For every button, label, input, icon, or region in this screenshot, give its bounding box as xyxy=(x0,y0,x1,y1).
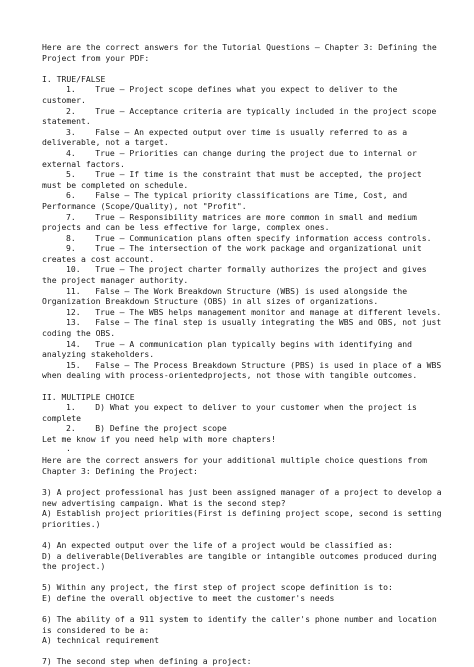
answer-line: the project.) xyxy=(42,561,106,572)
true-false-answer-line: 3. False – An expected output over time is usually referred to as a xyxy=(66,126,408,137)
intro-line: Here are the correct answers for the Tutorial Questions – Chapter 3: Defining the xyxy=(42,42,437,52)
multiple-choice-answer-line: complete xyxy=(42,412,81,423)
intro2-line: Here are the correct answers for your additional multiple choice questions from xyxy=(42,455,427,466)
true-false-answer-line: 9. True – The intersection of the work package and organizational unit xyxy=(66,243,422,254)
separator-dot: · xyxy=(66,444,71,455)
question-line: 4) An expected output over the life of a project would be classified as: xyxy=(42,539,393,550)
blank-line xyxy=(42,476,442,487)
true-false-answer-line: Organization Breakdown Structure (OBS) in all sizes of organizations. xyxy=(42,296,379,307)
true-false-answer-line: projects and can be less effective for large, complex ones. xyxy=(42,222,330,233)
true-false-answer-line: 7. True – Responsibility matrices are more common in small and medium xyxy=(66,211,417,222)
answer-line: D) a deliverable(Deliverables are tangible or intangible outcomes produced during xyxy=(42,550,437,561)
true-false-answer-line: 10. True – The project charter formally authorizes the project and gives xyxy=(66,264,427,275)
closing-line: Let me know if you need help with more chapters! xyxy=(42,433,276,444)
true-false-answer-line: Performance (Scope/Quality), not "Profit". xyxy=(42,200,247,211)
true-false-answer-line: 2. True – Acceptance criteria are typically included in the project scope xyxy=(66,105,437,116)
true-false-answer-line: 8. True – Communication plans often specify information access controls. xyxy=(66,232,432,243)
section-heading-multiple-choice: II. MULTIPLE CHOICE xyxy=(42,391,135,402)
answer-line: A) technical requirement xyxy=(42,635,159,646)
true-false-answer-line: statement. xyxy=(42,116,91,127)
answer-line: priorities.) xyxy=(42,518,101,529)
intro2-line: Chapter 3: Defining the Project: xyxy=(42,465,198,476)
true-false-answer-line: 11. False – The Work Breakdown Structure (WBS) is used alongside the xyxy=(66,285,408,296)
multiple-choice-answer-line: 1. D) What you expect to deliver to your customer when the project is xyxy=(66,402,417,413)
blank-line xyxy=(42,646,442,657)
question-line: new advertising campaign. What is the second step? xyxy=(42,497,286,508)
answer-line: E) define the overall objective to meet the customer's needs xyxy=(42,592,335,603)
true-false-answer-line: the project manager authority. xyxy=(42,275,189,286)
true-false-answer-line: deliverable, not a target. xyxy=(42,137,169,148)
question-line: is considered to be a: xyxy=(42,624,150,635)
question-line: 7) The second step when defining a project: xyxy=(42,656,252,667)
true-false-answer-line: 15. False – The Process Breakdown Structure (PBS) is used in place of a WBS xyxy=(66,359,442,370)
answer-line: A) Establish project priorities(First is defining project scope, second is setting xyxy=(42,508,442,519)
true-false-answer-line: 12. True – The WBS helps management monitor and manage at different levels. xyxy=(66,306,442,317)
true-false-answer-line: must be completed on schedule. xyxy=(42,179,189,190)
blank-line xyxy=(42,63,442,74)
true-false-answer-line: external factors. xyxy=(42,158,125,169)
true-false-answer-line: when dealing with process-orientedprojects, not those with tangible outcomes. xyxy=(42,370,418,381)
true-false-answer-line: analyzing stakeholders. xyxy=(42,349,155,360)
multiple-choice-answer-line: 2. B) Define the project scope xyxy=(66,423,227,434)
section-heading-true-false: I. TRUE/FALSE xyxy=(42,73,106,84)
true-false-answer-line: 4. True – Priorities can change during the project due to internal or xyxy=(66,147,417,158)
blank-line xyxy=(42,381,442,392)
question-line: 5) Within any project, the first step of project scope definition is to: xyxy=(42,582,393,593)
true-false-answer-line: customer. xyxy=(42,94,86,105)
true-false-answer-line: 6. False – The typical priority classifications are Time, Cost, and xyxy=(66,190,408,201)
intro-line: Project from your PDF: xyxy=(42,52,150,63)
blank-line xyxy=(42,572,442,583)
true-false-answer-line: 14. True – A communication plan typically begins with identifying and xyxy=(66,338,412,349)
blank-line xyxy=(42,603,442,614)
blank-line xyxy=(42,529,442,540)
question-line: 3) A project professional has just been assigned manager of a project to develop a xyxy=(42,486,442,497)
true-false-answer-line: 13. False – The final step is usually integrating the WBS and OBS, not just xyxy=(66,317,442,328)
true-false-answer-line: creates a cost account. xyxy=(42,253,155,264)
document-body xyxy=(42,42,442,667)
question-line: 6) The ability of a 911 system to identify the caller's phone number and location xyxy=(42,614,437,625)
true-false-answer-line: 1. True – Project scope defines what you expect to deliver to the xyxy=(66,84,398,95)
true-false-answer-line: coding the OBS. xyxy=(42,328,116,339)
true-false-answer-line: 5. True – If time is the constraint that must be accepted, the project xyxy=(66,169,422,180)
